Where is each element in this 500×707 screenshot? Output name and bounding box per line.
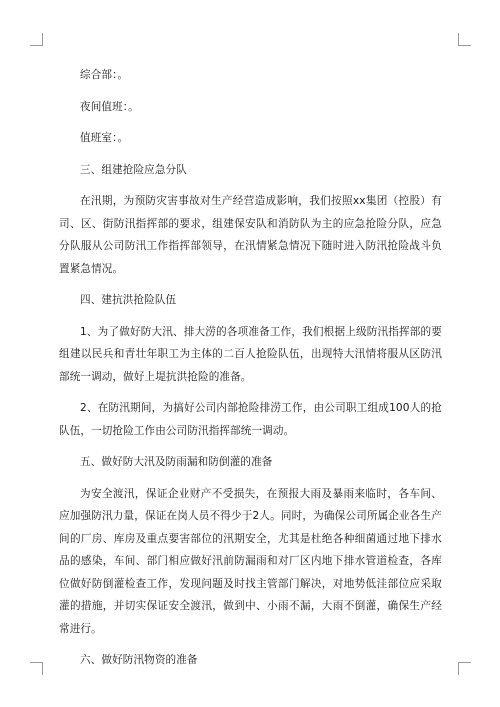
paragraph-line: 1、为了做好防大汛、排大涝的各项准备工作，我们根据上级防汛指挥部的要 <box>80 325 442 338</box>
section-heading-3: 三、组建抢险应急分队 <box>80 163 187 176</box>
contact-line-night-duty: 夜间值班：。 <box>80 100 139 113</box>
section-heading-6: 六、做好防汛物资的准备 <box>80 654 198 666</box>
document-body <box>59 64 442 672</box>
contact-line-duty-room: 值班室：。 <box>80 132 129 144</box>
paragraph-line: 灌的措施，并切实保证安全渡汛，做到中、小雨不漏，大雨不倒灌，确保生产经 <box>59 600 442 612</box>
crop-mark-top-right <box>458 33 471 46</box>
contact-line-general-dept: 综合部：。 <box>80 69 129 81</box>
paragraph-line: 位做好防倒灌检查工作，发现问题及时找主管部门解决，对地势低洼部位应采取 <box>59 577 442 590</box>
paragraph-line: 应加强防汛力量，保证在岗人员不得少于2人。同时，为确保公司所属企业各生产 <box>59 510 442 522</box>
paragraph-line: 分队服从公司防汛工作指挥部领导，在汛情紧急情况下随时进入防汛抢险战斗负 <box>59 240 442 252</box>
paragraph-line: 在汛期，为预防灾害事故对生产经营造成影响，我们按照xx集团（控股）有 <box>80 195 442 207</box>
paragraph-line: 品的感染，车间、部门相应做好汛前防漏雨和对厂区内地下排水管道检查，各库 <box>59 555 442 567</box>
paragraph-line: 间的厂房、库房及重点要害部位的汛期安全，尤其是杜绝各种细菌通过地下排水 <box>59 532 442 545</box>
crop-mark-bottom-right <box>458 662 471 675</box>
crop-mark-top-left <box>30 33 43 46</box>
paragraph-line: 司、区、街防汛指挥部的要求，组建保安队和消防队为主的应急抢险分队，应急 <box>59 217 442 230</box>
paragraph-line: 2、在防汛期间，为搞好公司内部抢险排涝工作，由公司职工组成100人的抢 <box>80 402 442 414</box>
paragraph-line: 置紧急情况。 <box>59 262 124 275</box>
paragraph-line: 常进行。 <box>59 622 102 635</box>
crop-mark-bottom-left <box>30 662 43 675</box>
paragraph-line: 队伍，一切抢险工作由公司防汛指挥部统一调动。 <box>59 424 295 437</box>
section-heading-4: 四、建抗洪抢险队伍 <box>80 294 177 306</box>
paragraph-line: 部统一调动，做好上堤抗洪抢险的准备。 <box>59 370 252 383</box>
section-heading-5: 五、做好防大汛及防雨漏和防倒灌的准备 <box>80 456 273 468</box>
paragraph-line: 为安全渡汛，保证企业财产不受损失，在预报大雨及暴雨来临时，各车间、 <box>80 487 442 500</box>
paragraph-line: 组建以民兵和青壮年职工为主体的二百人抢险队伍，出现特大汛情将服从区防汛 <box>59 348 442 360</box>
